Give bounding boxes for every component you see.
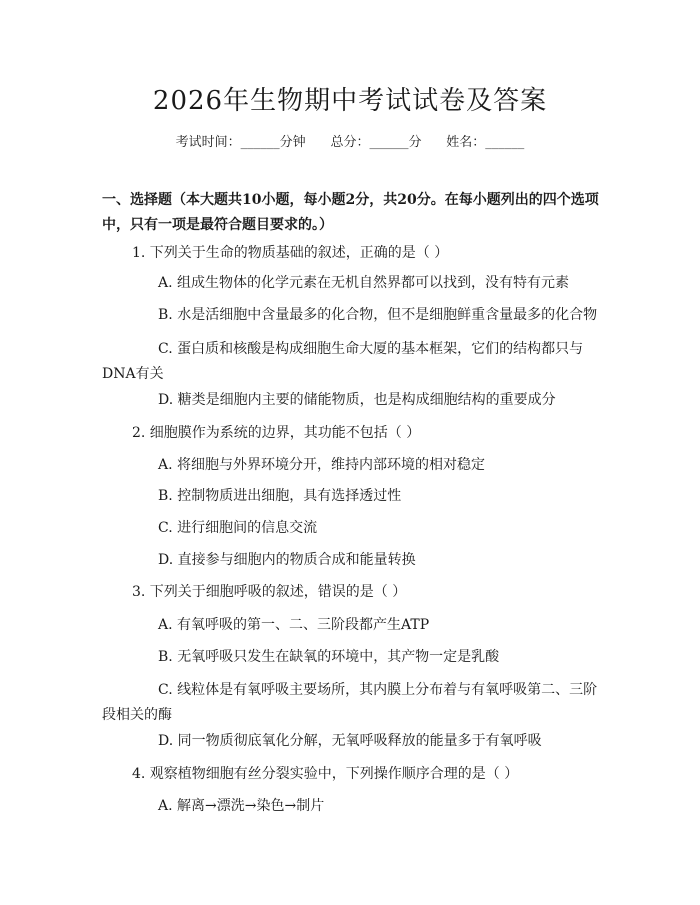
question-1-option-d: D. 糖类是细胞内主要的储能物质，也是构成细胞结构的重要成分 [158, 392, 556, 408]
question-3-option-a: A. 有氧呼吸的第一、二、三阶段都产生ATP [158, 617, 430, 633]
exam-meta-line [0, 131, 700, 150]
question-1-stem: 1. 下列关于生命的物质基础的叙述，正确的是（ ） [132, 245, 449, 261]
question-3-option-d: D. 同一物质彻底氧化分解，无氧呼吸释放的能量多于有氧呼吸 [158, 733, 542, 749]
question-3-option-b: B. 无氧呼吸只发生在缺氧的环境中，其产物一定是乳酸 [158, 649, 500, 665]
question-1-option-a: A. 组成生物体的化学元素在无机自然界都可以找到，没有特有元素 [158, 275, 570, 291]
question-2-stem: 2. 细胞膜作为系统的边界，其功能不包括（ ） [132, 425, 421, 441]
exam-title: 2026年生物期中考试试卷及答案 [152, 86, 548, 116]
question-2-option-d: D. 直接参与细胞内的物质合成和能量转换 [158, 552, 416, 568]
total-score-field: 总分：______分 [330, 135, 422, 150]
question-1-option-c: C. 蛋白质和核酸是构成细胞生命大厦的基本框架，它们的结构都只与DNA有关 [102, 341, 584, 382]
question-2-option-a: A. 将细胞与外界环境分开，维持内部环境的相对稳定 [158, 457, 486, 473]
exam-time-field: 考试时间：______分钟 [175, 135, 306, 150]
question-2-option-c: C. 进行细胞间的信息交流 [158, 520, 318, 536]
student-name-field: 姓名：______ [446, 135, 525, 150]
question-3-stem: 3. 下列关于细胞呼吸的叙述，错误的是（ ） [132, 584, 407, 600]
section-heading-choice: 一、选择题（本大题共10小题，每小题2分，共20分。在每小题列出的四个选项中，只有一项是最符合题目要求的。） [102, 192, 599, 233]
question-3-option-c: C. 线粒体是有氧呼吸主要场所，其内膜上分布着与有氧呼吸第二、三阶段相关的酶 [102, 682, 598, 723]
question-1-option-b: B. 水是活细胞中含量最多的化合物，但不是细胞鲜重含量最多的化合物 [158, 307, 598, 323]
question-4-stem: 4. 观察植物细胞有丝分裂实验中，下列操作顺序合理的是（ ） [132, 766, 519, 782]
question-2-option-b: B. 控制物质进出细胞，具有选择透过性 [158, 488, 402, 504]
question-4-option-a: A. 解离→漂洗→染色→制片 [158, 798, 325, 814]
